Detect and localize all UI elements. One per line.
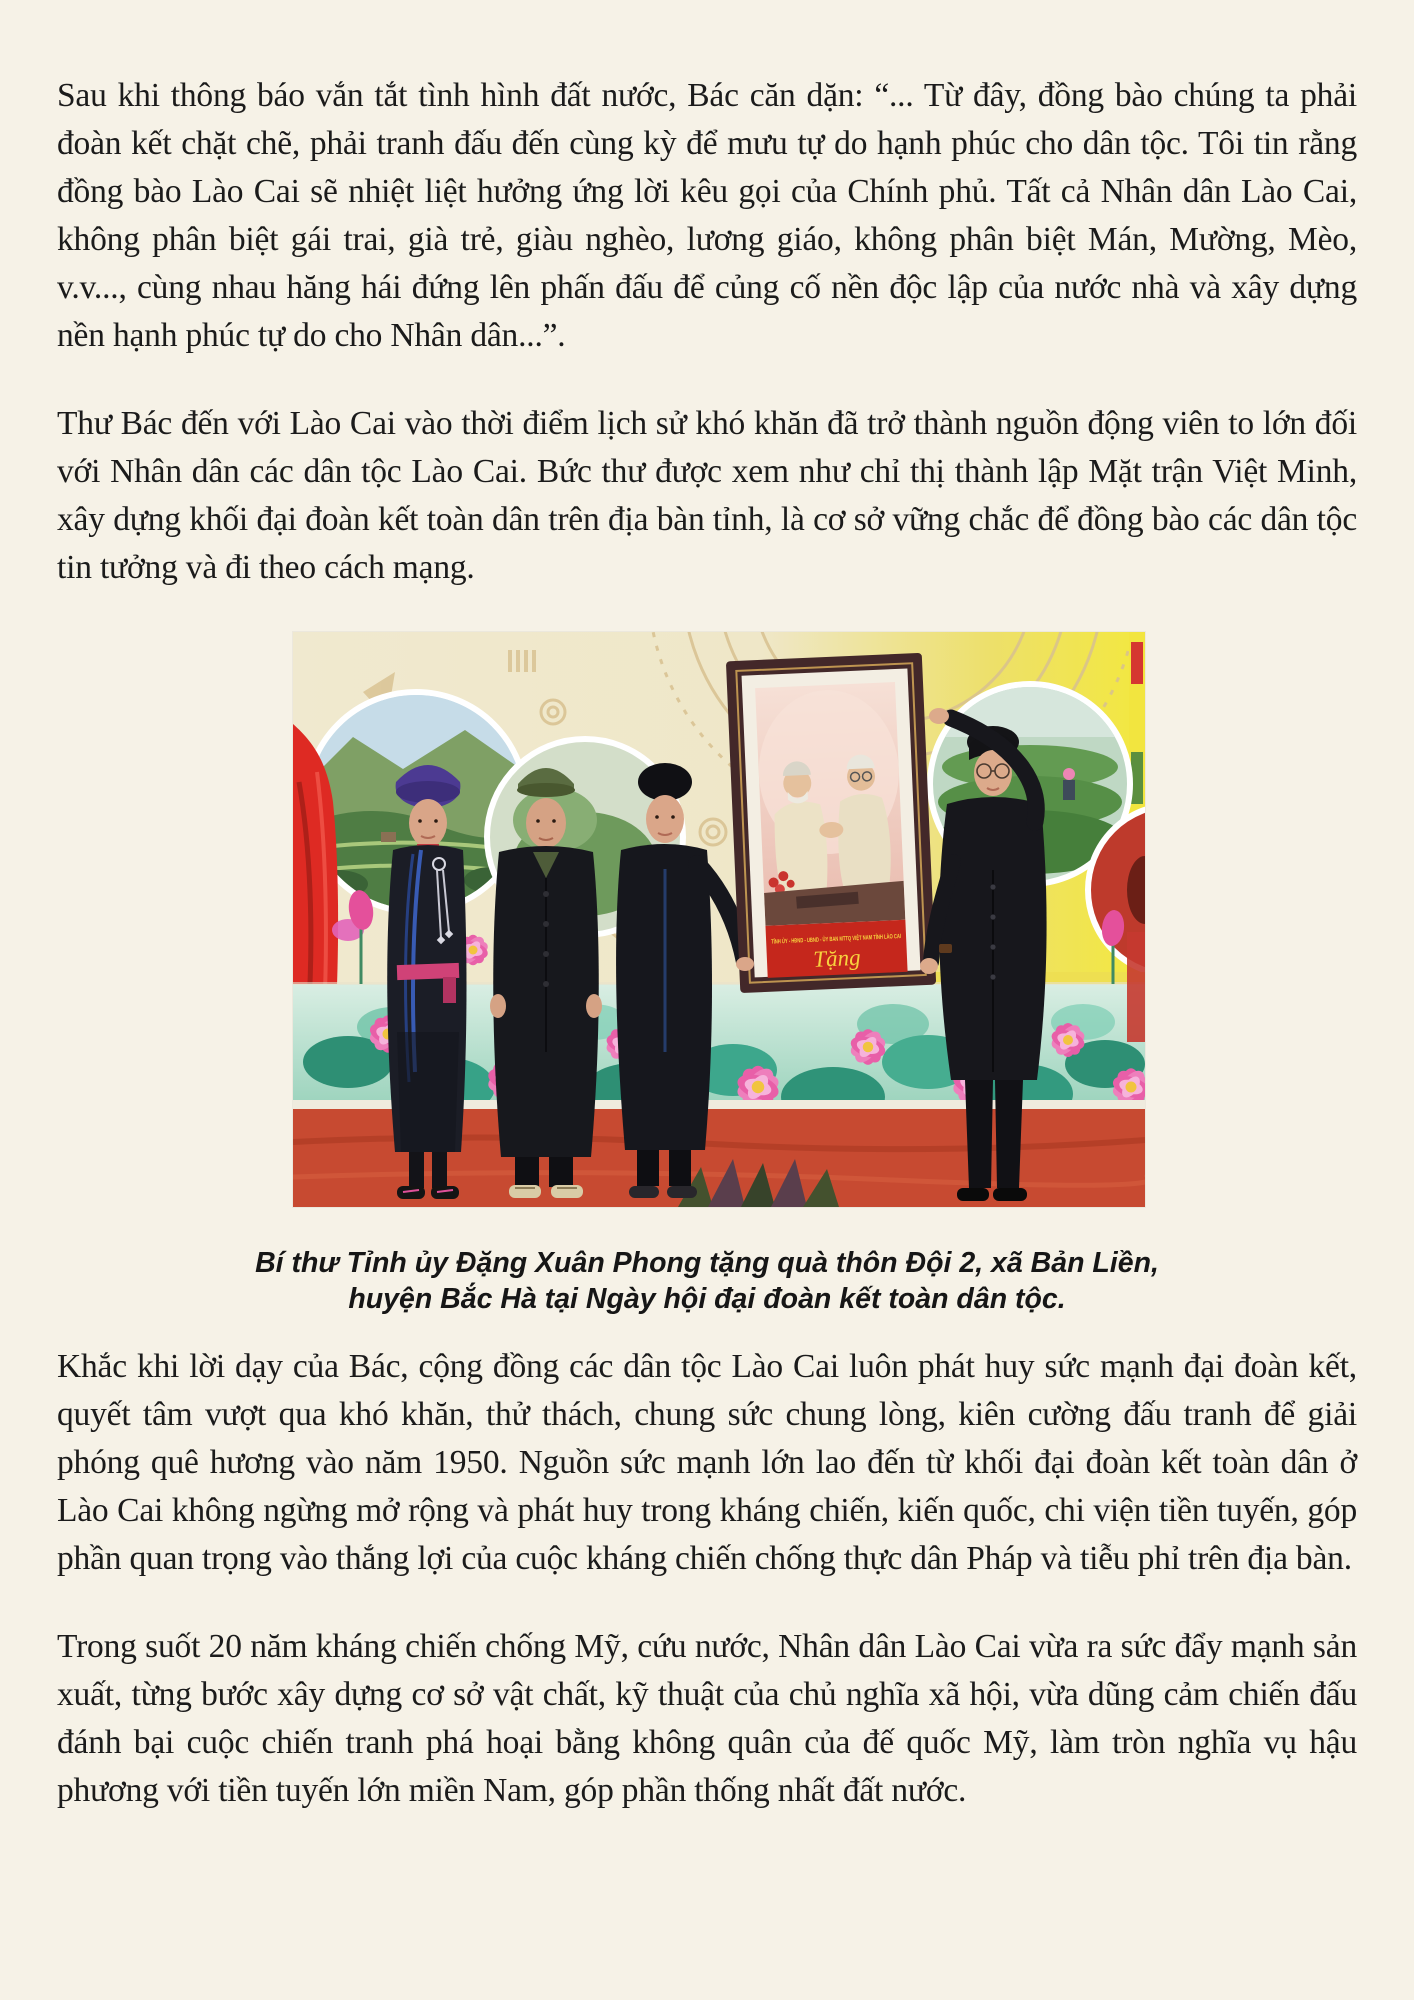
caption-line-2: huyện Bắc Hà tại Ngày hội đại đoàn kết toàn dân tộc. <box>348 1283 1066 1315</box>
frame-banner-text: TỈNH ỦY - HĐND - UBND - ỦY BAN MTTQ VIỆT NAM TỈNH LÀO CAI <box>771 930 966 946</box>
paragraph-3: Khắc khi lời dạy của Bác, cộng đồng các dân tộc Lào Cai luôn phát huy sức mạnh đại đoàn kết, quyết tâm vượt qua khó khăn, thử thách, chung sức chung lòng, kiên cường đấu tranh để giải phóng quê hương vào năm 1950. Nguồn sức mạnh lớn lao đến từ khối đại đoàn kết toàn dân ở Lào Cai không ngừng mở rộng và phát huy trong kháng chiến, kiến quốc, chi viện tiền tuyến, góp phần quan trọng vào thắng lợi của cuộc kháng chiến chống thực dân Pháp và tiễu phỉ trên địa bàn. <box>57 1348 1357 1577</box>
photo-figure <box>57 632 1357 1317</box>
frame-banner-script: Tặng <box>812 944 862 972</box>
photo-caption <box>57 1245 1357 1317</box>
caption-line-1: Bí thư Tỉnh ủy Đặng Xuân Phong tặng quà thôn Đội 2, xã Bản Liền, <box>255 1247 1159 1279</box>
ceremony-photo <box>293 632 1145 1207</box>
paragraph-2: Thư Bác đến với Lào Cai vào thời điểm lịch sử khó khăn đã trở thành nguồn động viên to lớn đối với Nhân dân các dân tộc Lào Cai. Bức thư được xem như chỉ thị thành lập Mặt trận Việt Minh, xây dựng khối đại đoàn kết toàn dân trên địa bàn tỉnh, là cơ sở vững chắc để đồng bào các dân tộc tin tưởng và đi theo cách mạng. <box>57 405 1357 586</box>
paragraph-1: Sau khi thông báo vắn tắt tình hình đất nước, Bác căn dặn: “... Từ đây, đồng bào chúng ta phải đoàn kết chặt chẽ, phải tranh đấu đến cùng kỳ để mưu tự do hạnh phúc cho dân tộc. Tôi tin rằng đồng bào Lào Cai sẽ nhiệt liệt hưởng ứng lời kêu gọi của Chính phủ. Tất cả Nhân dân Lào Cai, không phân biệt gái trai, già trẻ, giàu nghèo, lương giáo, không phân biệt Mán, Mường, Mèo, v.v..., cùng nhau hăng hái đứng lên phấn đấu để củng cố nền độc lập của nước nhà và xây dựng nền hạnh phúc tự do cho Nhân dân...”. <box>57 77 1357 354</box>
young-man-hand <box>736 957 754 971</box>
framed-portrait <box>726 653 966 993</box>
paragraph-4: Trong suốt 20 năm kháng chiến chống Mỹ, cứu nước, Nhân dân Lào Cai vừa ra sức đẩy mạnh sản xuất, từng bước xây dựng cơ sở vật chất, kỹ thuật của chủ nghĩa xã hội, vừa dũng cảm chiến đấu đánh bại cuộc chiến tranh phá hoại bằng không quân của đế quốc Mỹ, làm tròn nghĩa vụ hậu phương với tiền tuyến lớn miền Nam, góp phần thống nhất đất nước. <box>57 1628 1357 1809</box>
